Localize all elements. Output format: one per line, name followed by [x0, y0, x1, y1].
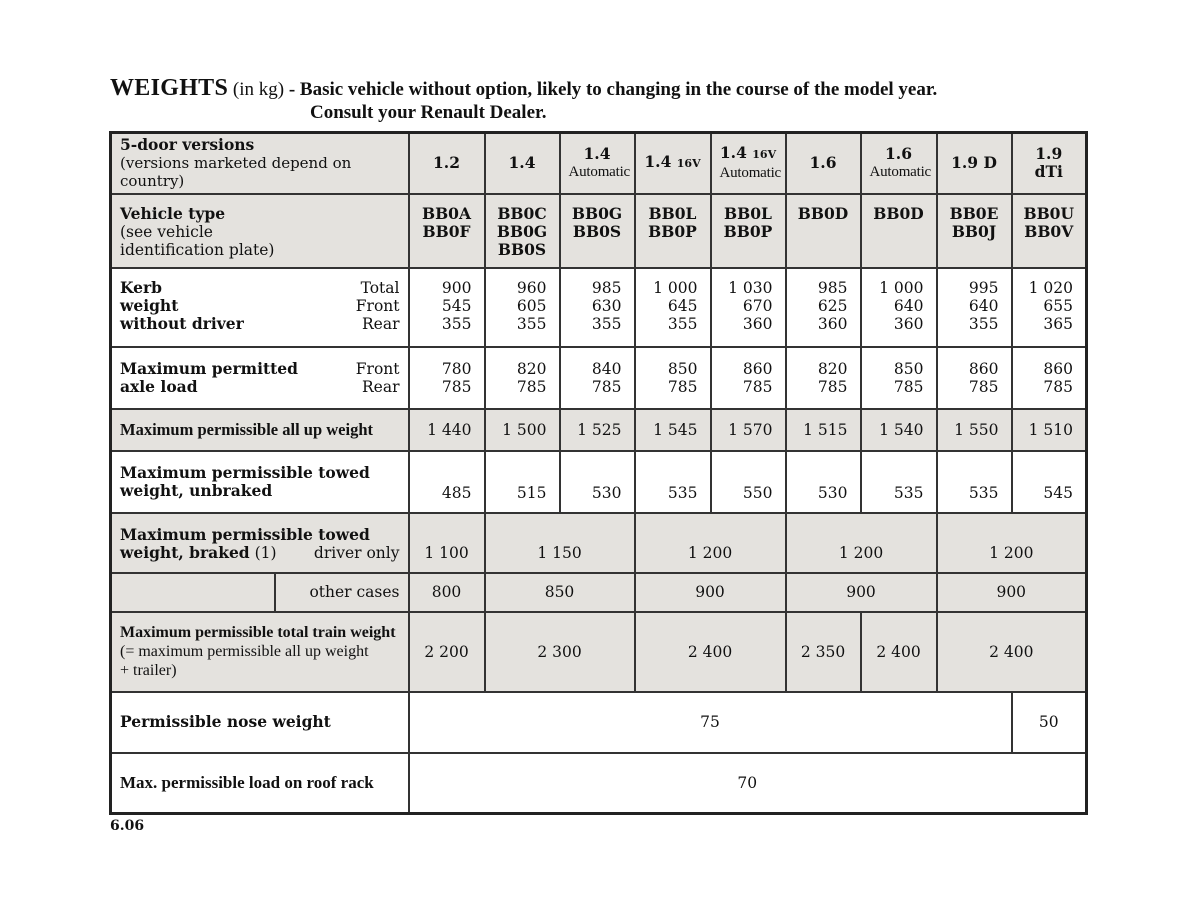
vehicle-type-cell	[560, 194, 635, 268]
axle-cell	[937, 347, 1012, 409]
train-value: 2 400	[937, 612, 1087, 692]
kerb-total: 1 030	[728, 278, 773, 297]
kerb-cell	[861, 268, 937, 347]
axle-sub-front: Front	[355, 359, 400, 378]
braked-other-cases-value: 900	[937, 573, 1087, 612]
axle-front: 850	[667, 359, 698, 378]
all-up-label: Maximum permissible all up weight	[111, 409, 409, 451]
axle-front: 850	[893, 359, 924, 378]
vehicle-code: BB0L	[724, 203, 772, 223]
braked-note: (1)	[254, 543, 277, 562]
train-value: 2 400	[635, 612, 786, 692]
all-up-value: 1 525	[560, 409, 635, 451]
train-label-cell	[111, 612, 409, 692]
kerb-rear: 355	[516, 314, 547, 333]
vehicle-type-cell	[485, 194, 560, 268]
kerb-cell	[560, 268, 635, 347]
all-up-value: 1 540	[861, 409, 937, 451]
all-up-value: 1 545	[635, 409, 711, 451]
kerb-cell	[1012, 268, 1087, 347]
braked-other-cases-value: 850	[485, 573, 635, 612]
header-col-1	[409, 133, 485, 194]
unbraked-value: 545	[1012, 451, 1087, 513]
kerb-front: 625	[817, 296, 848, 315]
header-col-main: 1.9 dTi	[1034, 144, 1063, 182]
header-col-main: 1.4	[644, 152, 672, 172]
kerb-rear: 355	[968, 314, 999, 333]
axle-rear: 785	[516, 377, 547, 396]
braked-cond-other-cases: other cases	[275, 573, 409, 612]
roof-rack-row	[111, 753, 1087, 814]
header-col-5	[711, 133, 786, 194]
kerb-front: 545	[441, 296, 472, 315]
unbraked-value: 550	[711, 451, 786, 513]
kerb-total: 960	[516, 278, 547, 297]
braked-label-1: Maximum permissible towed	[120, 524, 370, 544]
kerb-rear: 360	[817, 314, 848, 333]
kerb-front: 640	[893, 296, 924, 315]
vehicle-type-cell	[1012, 194, 1087, 268]
axle-front: 860	[968, 359, 999, 378]
vehicle-code: BB0D	[797, 203, 849, 223]
axle-front: 860	[742, 359, 773, 378]
vehicle-type-cell	[635, 194, 711, 268]
train-value: 2 300	[485, 612, 635, 692]
vehicle-type-sub1: (see vehicle	[120, 222, 213, 241]
header-col-main: 1.4	[508, 153, 536, 173]
vehicle-code: BB0J	[951, 221, 997, 241]
kerb-rear: 360	[742, 314, 773, 333]
unbraked-value: 485	[409, 451, 485, 513]
kerb-total: 995	[968, 278, 999, 297]
braked-spacer	[111, 573, 275, 612]
axle-front: 820	[817, 359, 848, 378]
kerb-total: 900	[441, 278, 472, 297]
axle-front: 860	[1043, 359, 1073, 378]
header-col-6	[786, 133, 861, 194]
axle-cell	[409, 347, 485, 409]
kerb-cell	[786, 268, 861, 347]
axle-rear: 785	[893, 377, 924, 396]
header-row	[111, 133, 1087, 194]
unbraked-value: 530	[786, 451, 861, 513]
braked-label-cell	[111, 513, 409, 573]
header-col-3	[560, 133, 635, 194]
all-up-value: 1 510	[1012, 409, 1087, 451]
axle-cell	[560, 347, 635, 409]
kerb-label-3: without driver	[120, 313, 244, 333]
roof-label: Max. permissible load on roof rack	[111, 753, 409, 814]
braked-driver-only-value: 1 200	[786, 513, 937, 573]
axle-front: 840	[591, 359, 622, 378]
kerb-total: 1 020	[1028, 278, 1073, 297]
axle-label-2: axle load	[120, 376, 198, 396]
vehicle-code: BB0D	[873, 203, 924, 223]
axle-front: 820	[516, 359, 547, 378]
axle-label-grid	[120, 360, 400, 396]
header-label-cell	[111, 133, 409, 194]
kerb-label-grid	[120, 279, 400, 333]
kerb-weight-row	[111, 268, 1087, 347]
kerb-cell	[937, 268, 1012, 347]
vehicle-code: BB0S	[572, 221, 622, 241]
kerb-label-cell	[111, 268, 409, 347]
kerb-rear: 355	[441, 314, 472, 333]
braked-other-cases-value: 900	[635, 573, 786, 612]
nose-value: 75	[409, 692, 1012, 753]
kerb-front: 630	[591, 296, 622, 315]
header-col-8	[937, 133, 1012, 194]
heading-line-1	[110, 76, 1090, 102]
kerb-cell	[485, 268, 560, 347]
heading-line-2: Consult your Renault Dealer.	[310, 102, 547, 123]
vehicle-type-label-cell	[111, 194, 409, 268]
kerb-front: 640	[968, 296, 999, 315]
train-value: 2 350	[786, 612, 861, 692]
kerb-front: 670	[742, 296, 773, 315]
vehicle-code: BB0E	[949, 203, 999, 223]
all-up-value: 1 550	[937, 409, 1012, 451]
braked-driver-only-value: 1 100	[409, 513, 485, 573]
vehicle-type-sub2: identification plate)	[120, 240, 275, 259]
vehicle-code: BB0G	[496, 221, 548, 241]
kerb-total: 1 000	[879, 278, 924, 297]
page-number: 6.06	[110, 818, 145, 834]
axle-rear: 785	[441, 377, 472, 396]
braked-driver-only-value: 1 200	[937, 513, 1087, 573]
nose-label: Permissible nose weight	[111, 692, 409, 753]
axle-front: 780	[441, 359, 472, 378]
vehicle-code: BB0A	[421, 203, 471, 223]
unbraked-value: 535	[937, 451, 1012, 513]
header-col-main: 1.4	[583, 144, 611, 164]
header-col-sub: Automatic	[568, 164, 631, 181]
vehicle-code: BB0V	[1024, 221, 1074, 241]
vehicle-code: BB0L	[648, 203, 697, 223]
vehicle-code: BB0G	[571, 203, 623, 223]
train-value: 2 400	[861, 612, 937, 692]
vehicle-type-cell	[409, 194, 485, 268]
vehicle-code: BB0P	[723, 221, 773, 241]
vehicle-type-cell	[861, 194, 937, 268]
vehicle-type-cell	[937, 194, 1012, 268]
braked-other-cases-row	[111, 573, 1087, 612]
weights-table	[109, 131, 1088, 815]
header-col-small: 16V	[676, 157, 701, 171]
header-col-4	[635, 133, 711, 194]
train-label-3: + trailer)	[120, 662, 177, 679]
all-up-value: 1 500	[485, 409, 560, 451]
unbraked-label-2: weight, unbraked	[120, 480, 273, 500]
axle-cell	[1012, 347, 1087, 409]
kerb-front: 605	[516, 296, 547, 315]
kerb-rear: 355	[591, 314, 622, 333]
braked-driver-only-value: 1 150	[485, 513, 635, 573]
all-up-weight-row	[111, 409, 1087, 451]
kerb-label-2: weight	[120, 295, 179, 315]
heading-title: WEIGHTS	[110, 75, 229, 101]
kerb-front: 655	[1043, 296, 1073, 315]
header-col-main: 1.9 D	[951, 153, 997, 173]
braked-driver-only-value: 1 200	[635, 513, 786, 573]
braked-label-2: weight, braked	[120, 542, 250, 562]
axle-label-cell	[111, 347, 409, 409]
all-up-value: 1 515	[786, 409, 861, 451]
roof-value: 70	[409, 753, 1087, 814]
header-col-main: 1.6	[885, 144, 912, 164]
kerb-rear: 360	[893, 314, 924, 333]
vehicle-code: BB0U	[1023, 203, 1074, 223]
nose-value: 50	[1012, 692, 1087, 753]
train-weight-row	[111, 612, 1087, 692]
train-label-2: (= maximum permissible all up weight	[120, 643, 369, 660]
axle-rear: 785	[742, 377, 773, 396]
axle-cell	[635, 347, 711, 409]
unbraked-value: 530	[560, 451, 635, 513]
vehicle-code: BB0F	[422, 221, 471, 241]
header-col-main: 1.6	[809, 153, 837, 173]
kerb-cell	[711, 268, 786, 347]
kerb-total: 985	[591, 278, 622, 297]
nose-weight-row	[111, 692, 1087, 753]
vehicle-code: BB0S	[497, 239, 547, 259]
header-col-2	[485, 133, 560, 194]
train-value: 2 200	[409, 612, 485, 692]
header-label-main: 5-door versions	[120, 135, 255, 155]
braked-driver-only-row	[111, 513, 1087, 573]
kerb-sub-total: Total	[360, 278, 400, 297]
header-label-sub: (versions marketed depend on country)	[120, 154, 352, 191]
axle-cell	[786, 347, 861, 409]
kerb-rear: 365	[1043, 314, 1073, 333]
kerb-label-1: Kerb	[120, 277, 162, 297]
unbraked-value: 535	[861, 451, 937, 513]
all-up-value: 1 570	[711, 409, 786, 451]
axle-rear: 785	[1043, 377, 1073, 396]
heading-text-1: - Basic vehicle without option, likely to changing in the course of the model year.	[288, 79, 938, 100]
axle-load-row	[111, 347, 1087, 409]
all-up-value: 1 440	[409, 409, 485, 451]
header-col-main: 1.4	[719, 143, 747, 163]
header-col-main: 1.2	[433, 153, 460, 173]
kerb-cell	[635, 268, 711, 347]
vehicle-code: BB0C	[497, 203, 547, 223]
kerb-front: 645	[667, 296, 698, 315]
header-col-9	[1012, 133, 1087, 194]
kerb-cell	[409, 268, 485, 347]
unbraked-row	[111, 451, 1087, 513]
axle-rear: 785	[591, 377, 622, 396]
vehicle-code: BB0P	[648, 221, 697, 241]
kerb-total: 985	[817, 278, 848, 297]
header-col-sub: Automatic	[869, 164, 932, 181]
axle-label-1: Maximum permitted	[120, 358, 298, 378]
axle-cell	[711, 347, 786, 409]
axle-sub-rear: Rear	[362, 377, 400, 396]
axle-rear: 785	[817, 377, 848, 396]
train-label-1: Maximum permissible total train weight	[120, 624, 396, 641]
vehicle-type-cell	[711, 194, 786, 268]
kerb-sub-rear: Rear	[362, 314, 400, 333]
braked-other-cases-value: 800	[409, 573, 485, 612]
page-heading	[110, 76, 1090, 124]
unbraked-value: 535	[635, 451, 711, 513]
unbraked-label-1: Maximum permissible towed	[120, 462, 370, 482]
kerb-sub-front: Front	[355, 296, 400, 315]
axle-rear: 785	[667, 377, 698, 396]
vehicle-type-label: Vehicle type	[120, 203, 226, 223]
vehicle-type-cell	[786, 194, 861, 268]
heading-unit: (in kg)	[232, 79, 285, 100]
vehicle-type-row	[111, 194, 1087, 268]
header-col-7	[861, 133, 937, 194]
unbraked-value: 515	[485, 451, 560, 513]
axle-cell	[485, 347, 560, 409]
braked-cond-driver-only: driver only	[313, 543, 400, 562]
header-col-small: 16V	[752, 148, 777, 162]
unbraked-label-cell	[111, 451, 409, 513]
axle-rear: 785	[968, 377, 999, 396]
kerb-rear: 355	[667, 314, 698, 333]
braked-other-cases-value: 900	[786, 573, 937, 612]
axle-cell	[861, 347, 937, 409]
kerb-total: 1 000	[653, 278, 698, 297]
header-col-sub: Automatic	[719, 165, 782, 182]
